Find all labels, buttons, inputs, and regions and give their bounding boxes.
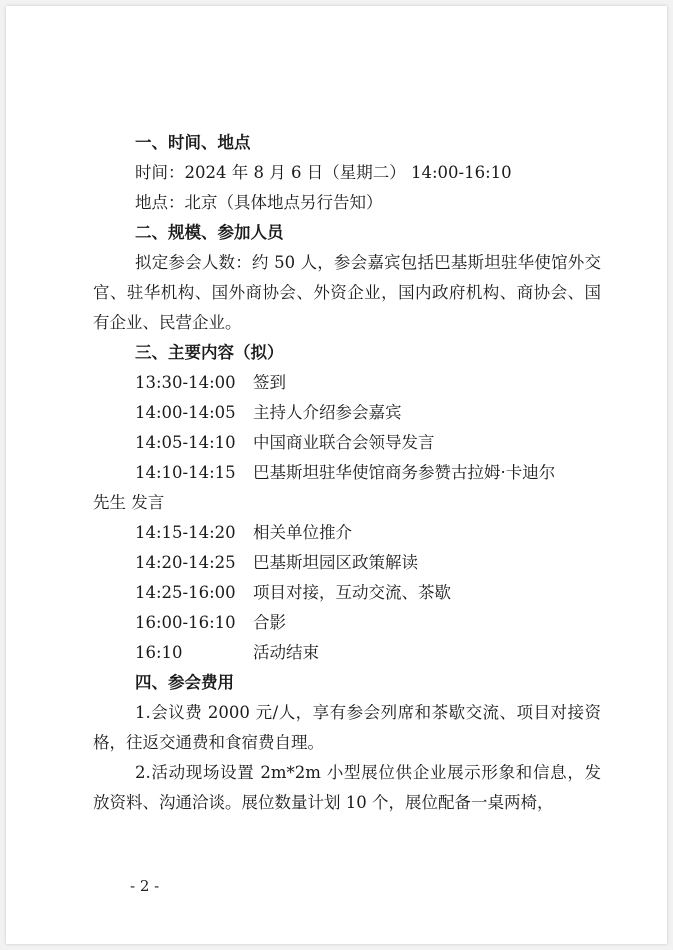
schedule-row	[93, 608, 601, 638]
schedule-item: 主持人介绍参会嘉宾	[253, 403, 402, 422]
schedule-row	[93, 428, 601, 458]
document-page	[6, 6, 667, 944]
section-heading-time-place: 一、时间、地点	[135, 133, 251, 152]
schedule-item: 巴基斯坦驻华使馆商务参赞古拉姆·卡迪尔	[253, 463, 556, 482]
schedule-row	[93, 458, 601, 488]
schedule-time: 13:30-14:00	[135, 373, 236, 392]
page-number: - 2 -	[130, 877, 160, 895]
schedule-time: 14:05-14:10	[135, 433, 236, 452]
section-heading-scale-attendees: 二、规模、参加人员	[135, 223, 284, 242]
schedule-time: 14:10-14:15	[135, 463, 236, 482]
schedule-item: 签到	[253, 373, 286, 392]
event-place: 地点：北京（具体地点另行告知）	[135, 193, 383, 212]
schedule-row	[93, 518, 601, 548]
schedule-item: 合影	[253, 613, 286, 632]
fee-paragraph-1: 1.会议费 2000 元/人，享有参会列席和茶歇交流、项目对接资格，往返交通费和食宿费自理。	[93, 703, 601, 752]
schedule-item: 项目对接，互动交流、茶歇	[253, 583, 451, 602]
schedule-time: 16:10	[135, 643, 183, 662]
schedule-time: 14:25-16:00	[135, 583, 236, 602]
schedule-time: 16:00-16:10	[135, 613, 236, 632]
section-heading-main-content: 三、主要内容（拟）	[135, 343, 284, 362]
event-time: 时间：2024 年 8 月 6 日（星期二） 14:00-16:10	[135, 163, 512, 182]
attendees-paragraph: 拟定参会人数：约 50 人，参会嘉宾包括巴基斯坦驻华使馆外交官、驻华机构、国外商协会、外资企业，国内政府机构、商协会、国有企业、民营企业。	[93, 253, 601, 332]
schedule-time: 14:15-14:20	[135, 523, 236, 542]
schedule-item: 中国商业联合会领导发言	[253, 433, 435, 452]
schedule-item: 巴基斯坦园区政策解读	[253, 553, 418, 572]
section-heading-fees: 四、参会费用	[135, 673, 234, 692]
schedule-continuation: 先生 发言	[93, 493, 165, 512]
schedule-row	[93, 578, 601, 608]
schedule-time: 14:00-14:05	[135, 403, 236, 422]
schedule-row	[93, 548, 601, 578]
fee-paragraph-2: 2.活动现场设置 2m*2m 小型展位供企业展示形象和信息，发放资料、沟通洽谈。展位数量计划 10 个，展位配备一桌两椅，	[93, 763, 601, 812]
schedule-item: 活动结束	[253, 643, 319, 662]
schedule-item: 相关单位推介	[253, 523, 352, 542]
schedule-time: 14:20-14:25	[135, 553, 236, 572]
schedule-row	[93, 638, 601, 668]
schedule-row	[93, 398, 601, 428]
document-body	[93, 128, 601, 818]
schedule-row	[93, 368, 601, 398]
